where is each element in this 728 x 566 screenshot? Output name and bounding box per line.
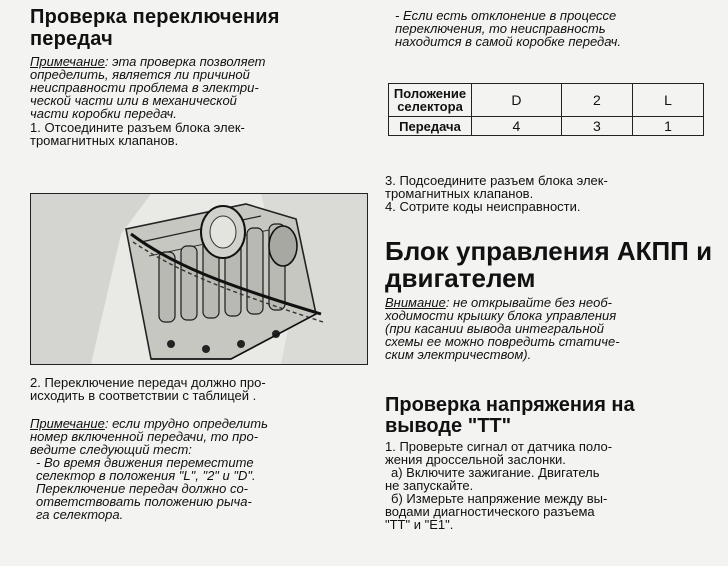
warning-line: ходимости крышку блока управления (385, 308, 617, 323)
check-line: водами диагностического разъема (385, 504, 595, 519)
table-row-gear (389, 117, 704, 136)
note-2-text: : если трудно определить (104, 416, 268, 431)
note-2-line: Переключение передач должно со- (36, 481, 248, 496)
note-1-text: : эта проверка позволяет (104, 54, 266, 69)
warning-text: : не открывайте без необ- (445, 295, 612, 310)
note-2-line: номер включенной передачи, то про- (30, 429, 259, 444)
section-title-gear-check (30, 6, 280, 50)
deviation-line: находится в самой коробке передач. (395, 34, 621, 49)
check-line: "TT" и "E1". (385, 517, 454, 532)
warning-line: (при касании вывода интегральной (385, 321, 604, 336)
step-3-line: 3. Подсоедините разъем блока элек- (385, 173, 608, 188)
check-line: а) Включите зажигание. Двигатель (391, 465, 600, 480)
step-3-4 (385, 174, 715, 213)
warning-label: Внимание (385, 295, 446, 310)
table-header-selector (389, 84, 472, 117)
warning-line: ским электричеством). (385, 347, 532, 362)
note-2-line: селектор в положения "L", "2" и "D". (36, 468, 256, 483)
step-1-line: тромагнитных клапанов. (30, 133, 179, 148)
warning-line: схемы ее можно повредить статиче- (385, 334, 620, 349)
note-2 (30, 417, 370, 521)
step-2 (30, 376, 370, 402)
tt-check-steps (385, 440, 715, 531)
step-1-line: 1. Отсоедините разъем блока элек- (30, 120, 245, 135)
step-3-line: тромагнитных клапанов. (385, 186, 534, 201)
title-line-2: передач (30, 28, 113, 50)
table-cell: 3 (561, 117, 632, 136)
step-4-line: 4. Сотрите коды неисправности. (385, 199, 581, 214)
header-line: Положение (393, 86, 467, 101)
note-1 (30, 55, 370, 120)
header-line: селектора (397, 99, 463, 114)
check-line: 1. Проверьте сигнал от датчика поло- (385, 439, 613, 454)
note-1-line: определить, является ли причиной (30, 67, 250, 82)
table-cell: D (472, 84, 562, 117)
table-cell: 1 (632, 117, 703, 136)
note-1-line: части коробки передач. (30, 106, 177, 121)
title-line-1: Проверка переключения (30, 6, 280, 28)
check-line: не запускайте. (385, 478, 474, 493)
step-2-line: исходить в соответствии с таблицей . (30, 388, 257, 403)
step-2-line: 2. Переключение передач должно про- (30, 375, 266, 390)
note-2-line: га селектора. (36, 507, 124, 522)
deviation-line: переключения, то неисправность (395, 21, 606, 36)
valve-body-illustration (31, 194, 367, 364)
note-2-label: Примечание (30, 416, 105, 431)
check-line: жения дроссельной заслонки. (385, 452, 566, 467)
note-2-line: ответствовать положению рычa- (36, 494, 252, 509)
note-1-label: Примечание (30, 54, 105, 69)
table-cell: 2 (561, 84, 632, 117)
step-1 (30, 121, 370, 147)
warning (385, 296, 715, 361)
table-header-gear: Передача (389, 117, 472, 136)
check-line: б) Измерьте напряжение между вы- (391, 491, 608, 506)
transmission-photo (30, 193, 368, 365)
big-title-line-1: Блок управления АКПП и (385, 236, 713, 266)
note-1-line: ческой части или в механической (30, 93, 237, 108)
subsection-title-tt-voltage (385, 395, 725, 437)
deviation-line: - Если есть отклонение в процессе (395, 8, 617, 23)
note-2-line: - Во время движения переместите (36, 455, 254, 470)
gear-table (388, 83, 704, 136)
big-title-line-2: двигателем (385, 263, 536, 293)
deviation-note (395, 9, 715, 48)
table-cell: L (632, 84, 703, 117)
note-2-line: ведите следующий тест: (30, 442, 192, 457)
table-cell: 4 (472, 117, 562, 136)
section-title-control-unit (385, 238, 725, 292)
sub-title-line-1: Проверка напряжения на (385, 394, 635, 416)
note-1-line: неисправности проблема в электри- (30, 80, 259, 95)
sub-title-line-2: выводе "ТТ" (385, 415, 512, 437)
table-row-selector (389, 84, 704, 117)
